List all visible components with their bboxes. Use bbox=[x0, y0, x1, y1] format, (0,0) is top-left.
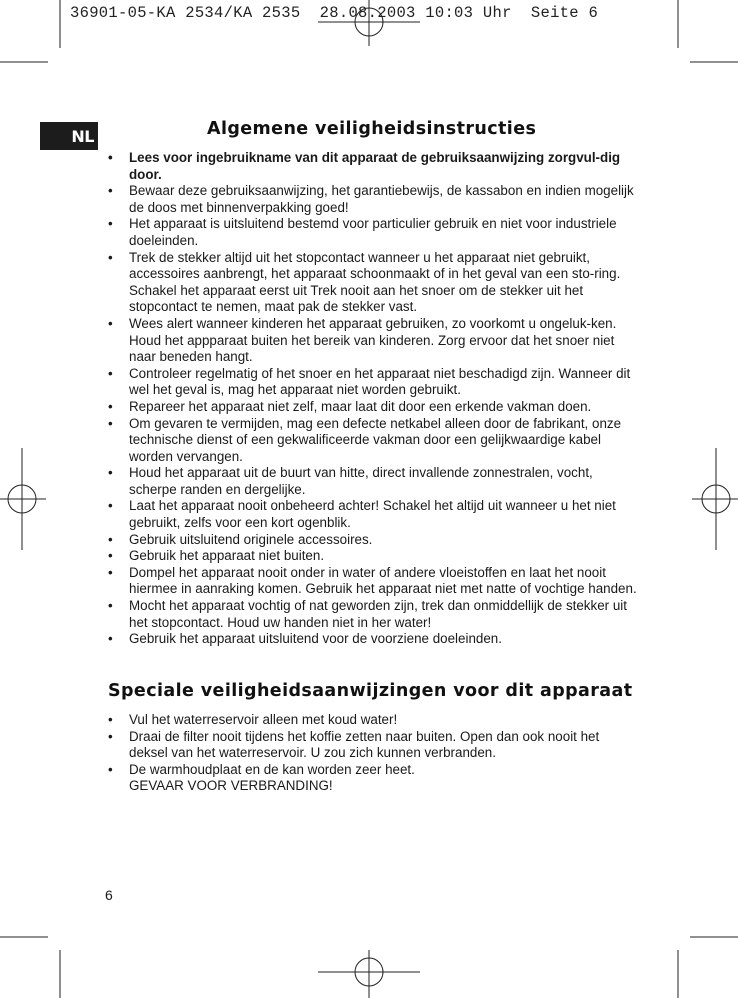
print-header: 36901-05-KA 2534/KA 2535 28.08.2003 10:03 Uhr Seite 6 bbox=[70, 4, 599, 22]
special-safety-list bbox=[108, 712, 638, 795]
list-item: • Gebruik uitsluitend originele accessoires. bbox=[108, 532, 638, 549]
list-item: • Wees alert wanneer kinderen het apparaat gebruiken, zo voorkomt u ongeluk-ken. Houd het appparaat buiten het bereik van kinderen. Zorg ervoor dat het snoer niet naar beneden hangt. bbox=[108, 316, 638, 366]
list-item: • Controleer regelmatig of het snoer en het apparaat niet beschadigd zijn. Wanneer dit wel het geval is, mag het apparaat niet worden gebruikt. bbox=[108, 366, 638, 399]
list-item: • Vul het waterreservoir alleen met koud water! bbox=[108, 712, 638, 729]
list-item-line: De warmhoudplaat en de kan worden zeer heet. bbox=[129, 761, 415, 777]
list-item: • Draai de filter nooit tijdens het koffie zetten naar buiten. Open dan ook nooit het deksel van het waterreservoir. U zou zich kunnen verbranden. bbox=[108, 729, 638, 762]
section-title-special: Speciale veiligheidsaanwijzingen voor dit apparaat bbox=[108, 681, 633, 701]
list-item: • Trek de stekker altijd uit het stopcontact wanneer u het apparaat niet gebruikt, accessoires aanbrengt, het apparaat schoonmaakt of in het geval van een sto-ring. Schakel het apparaat eerst uit Trek nooit aan het snoer om de stekker uit het stopcontact te nemen, maat pak de stekker vast. bbox=[108, 250, 638, 316]
page-number: 6 bbox=[105, 887, 113, 903]
list-item: • Het apparaat is uitsluitend bestemd voor particulier gebruik en niet voor industriele doeleinden. bbox=[108, 216, 638, 249]
general-safety-list bbox=[108, 150, 638, 648]
list-item: • Lees voor ingebruikname van dit apparaat de gebruiksaanwijzing zorgvul-dig door. bbox=[108, 150, 638, 183]
list-item bbox=[108, 762, 638, 795]
registration-mark-left bbox=[0, 448, 46, 550]
list-item: • Mocht het apparaat vochtig of nat geworden zijn, trek dan onmiddellijk de stekker uit het stopcontact. Houd uw handen niet in her water! bbox=[108, 598, 638, 631]
list-item: • Laat het apparaat nooit onbeheerd achter! Schakel het altijd uit wanneer u het niet gebruikt, zelfs voor een kort ogenblik. bbox=[108, 498, 638, 531]
section-title-general: Algemene veiligheidsinstructies bbox=[207, 119, 537, 139]
language-tab: NL bbox=[40, 122, 98, 150]
list-item: • Gebruik het apparaat niet buiten. bbox=[108, 548, 638, 565]
warning-text: GEVAAR VOOR VERBRANDING! bbox=[129, 778, 333, 794]
list-item: • Repareer het apparaat niet zelf, maar laat dit door een erkende vakman doen. bbox=[108, 399, 638, 416]
list-item: • Gebruik het apparaat uitsluitend voor de voorziene doeleinden. bbox=[108, 631, 638, 648]
list-item: • Dompel het apparaat nooit onder in water of andere vloeistoffen en laat het nooit hiermee in aanraking komen. Gebruik het apparaat niet met natte of vochtige handen. bbox=[108, 565, 638, 598]
registration-mark-bottom bbox=[318, 950, 420, 998]
list-item: • Bewaar deze gebruiksaanwijzing, het garantiebewijs, de kassabon en indien mogelijk de doos met binnenverpakking goed! bbox=[108, 183, 638, 216]
registration-mark-top bbox=[318, 0, 420, 46]
list-item: • Houd het apparaat uit de buurt van hitte, direct invallende zonnestralen, vocht, scherpe randen en dergelijke. bbox=[108, 465, 638, 498]
list-item: • Om gevaren te vermijden, mag een defecte netkabel alleen door de fabrikant, onze technische dienst of een gekwalificeerde vakman door een gelijkwaardige kabel worden vervangen. bbox=[108, 416, 638, 466]
registration-mark-right bbox=[692, 448, 738, 550]
